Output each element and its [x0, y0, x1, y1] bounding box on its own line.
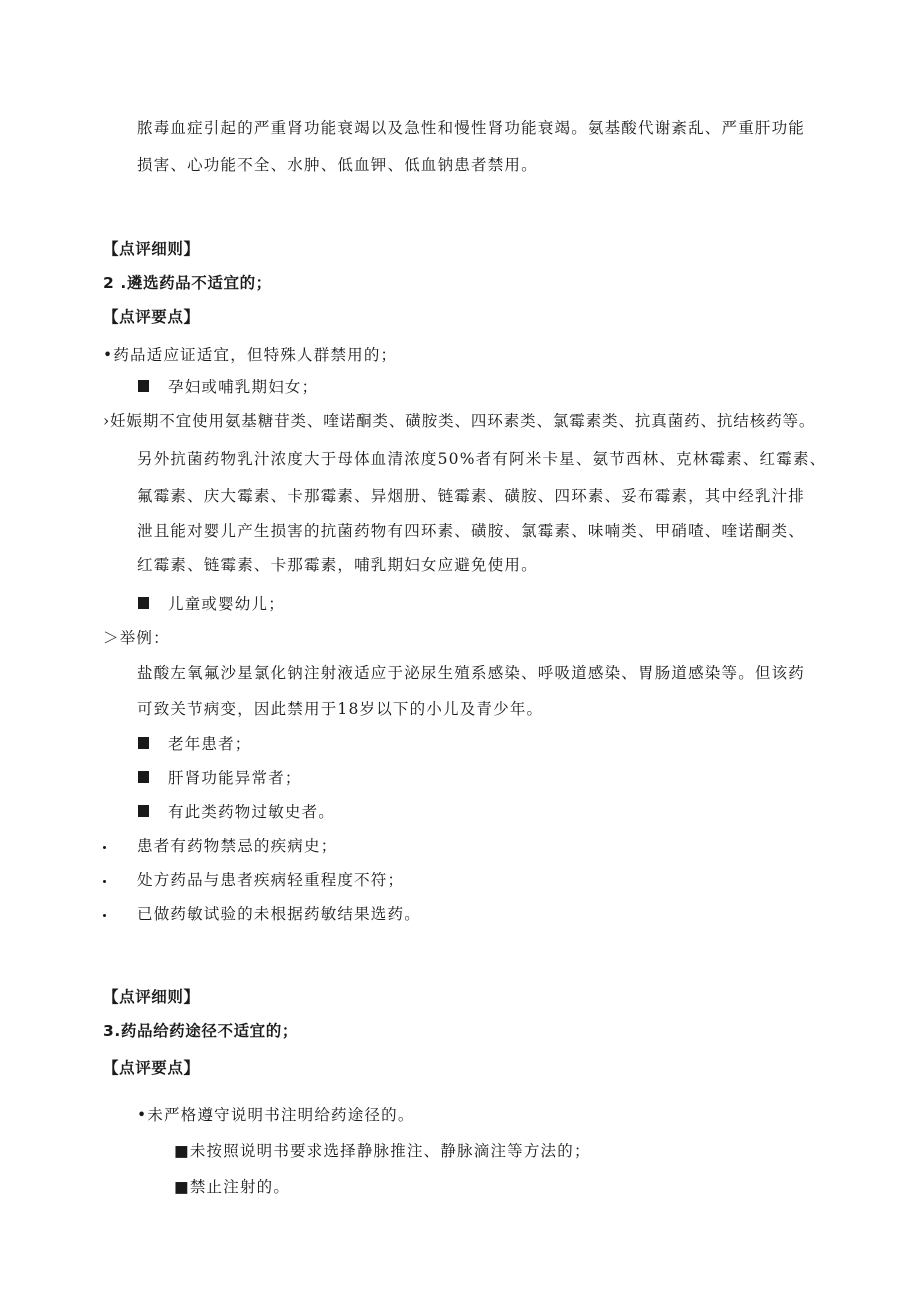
- sub-item-pregnant: 孕妇或哺乳期妇女；: [168, 378, 319, 396]
- section3-points-heading: 【点评要点】: [103, 1059, 200, 1077]
- pregnancy-line-2: 另外抗菌药物乳汁浓度大于母体血清浓度50%者有阿米卡星、氨节西林、克林霉素、红霉素、: [137, 450, 827, 468]
- square-bullet-icon: [138, 737, 149, 749]
- sub-item-children: 儿童或婴幼儿；: [168, 595, 285, 613]
- intro-line-1: 脓毒血症引起的严重肾功能衰竭以及急性和慢性肾功能衰竭。氨基酸代谢紊乱、严重肝功能: [137, 119, 806, 137]
- section3-title: 3.药品给药途径不适宜的；: [103, 1022, 298, 1040]
- dot-bullet-icon: [103, 914, 106, 917]
- point-severity-mismatch: 处方药品与患者疾病轻重程度不符；: [137, 871, 405, 889]
- pregnancy-line-3: 氟霉素、庆大霉素、卡那霉素、异烟册、链霉素、磺胺、四环素、妥布霉素，其中经乳汁排: [137, 487, 806, 505]
- square-bullet-icon: [138, 380, 149, 392]
- sub-item-liver-kidney: 肝肾功能异常者；: [168, 769, 302, 787]
- dot-bullet-icon: [103, 880, 106, 883]
- pregnancy-line-1: ›妊娠期不宜使用氨基糖苷类、喹诺酮类、磺胺类、四环素类、氯霉素类、抗真菌药、抗结核药等。: [103, 412, 816, 430]
- pregnancy-line-5: 红霉素、链霉素、卡那霉素，哺乳期妇女应避免使用。: [137, 556, 538, 574]
- point-disease-history: 患者有药物禁忌的疾病史；: [137, 837, 338, 855]
- point-sensitivity-test: 已做药敏试验的未根据药敏结果选药。: [137, 905, 421, 923]
- section3-sub-no-injection: ■禁止注射的。: [174, 1178, 291, 1196]
- section3-detail-heading: 【点评细则】: [103, 988, 200, 1006]
- section2-detail-heading: 【点评细则】: [103, 240, 200, 258]
- section2-bullet-special-population: •药品适应证适宜，但特殊人群禁用的；: [103, 346, 398, 364]
- square-bullet-icon: [138, 805, 149, 817]
- section3-sub-iv-method: ■未按照说明书要求选择静脉推注、静脉滴注等方法的；: [174, 1142, 591, 1160]
- square-bullet-icon: [138, 771, 149, 783]
- sub-item-elderly: 老年患者；: [168, 735, 252, 753]
- square-bullet-icon: [138, 597, 149, 609]
- example-line-2: 可致关节病变，因此禁用于18岁以下的小儿及青少年。: [137, 700, 544, 718]
- pregnancy-line-4: 泄且能对婴儿产生损害的抗菌药物有四环素、磺胺、氯霉素、味喃类、甲硝喳、喹诺酮类、: [137, 522, 806, 540]
- sub-item-allergy: 有此类药物过敏史者。: [168, 803, 336, 821]
- example-line-1: 盐酸左氧氟沙星氯化钠注射液适应于泌尿生殖系感染、呼吸道感染、胃肠道感染等。但该药: [137, 664, 806, 682]
- example-label: ＞举例：: [103, 629, 170, 647]
- section2-points-heading: 【点评要点】: [103, 308, 200, 326]
- section2-title: 2 .遴选药品不适宜的；: [103, 274, 272, 292]
- section3-bullet-route: •未严格遵守说明书注明给药途径的。: [137, 1106, 415, 1124]
- dot-bullet-icon: [103, 846, 106, 849]
- intro-line-2: 损害、心功能不全、水肿、低血钾、低血钠患者禁用。: [137, 156, 538, 174]
